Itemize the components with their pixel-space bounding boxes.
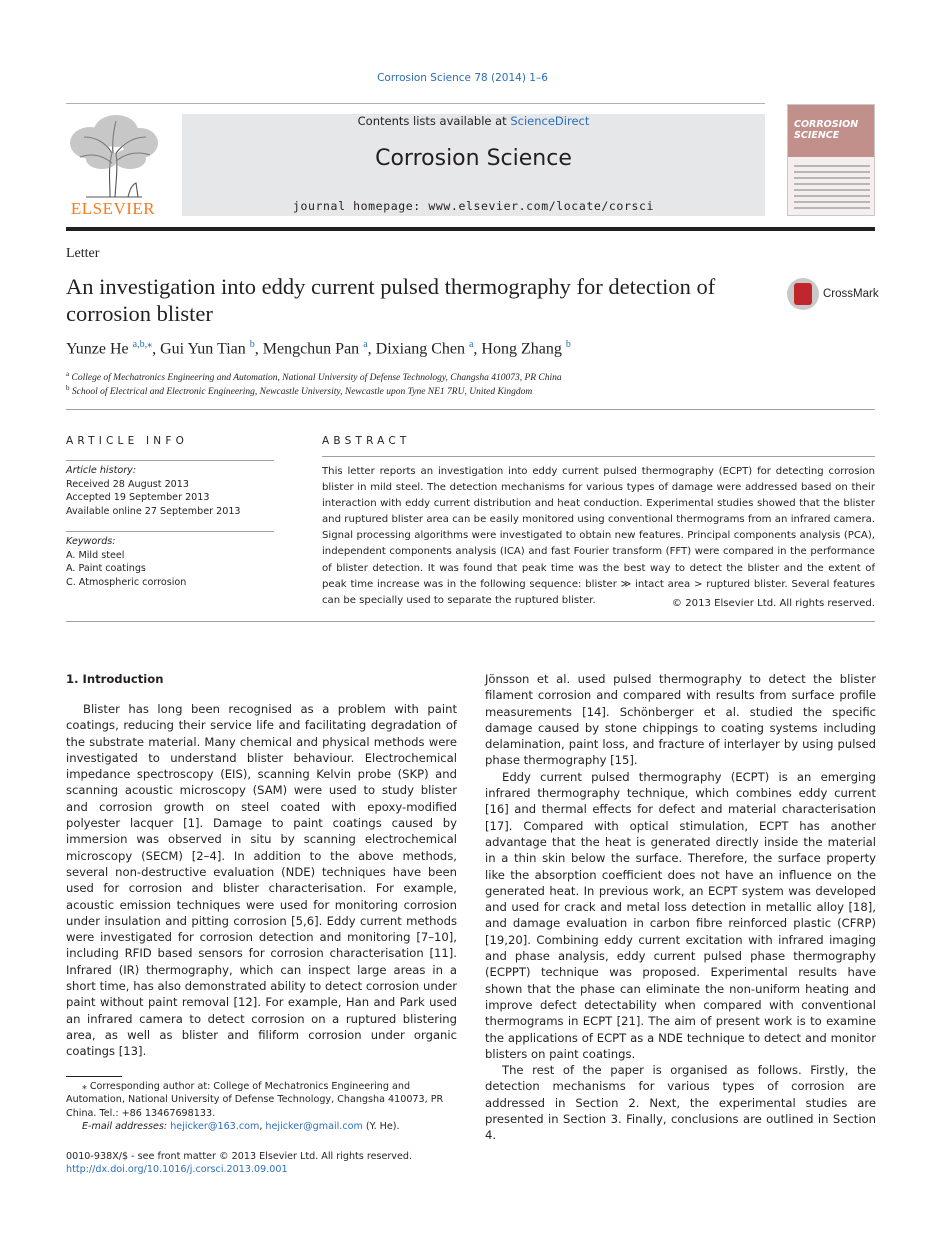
- section-divider: [66, 621, 875, 622]
- author-affiliation-mark[interactable]: b: [565, 339, 571, 350]
- front-matter-notes: [66, 1150, 412, 1177]
- journal-banner: [182, 114, 765, 216]
- history-online: Available online 27 September 2013: [66, 505, 241, 517]
- header-rule: [66, 103, 765, 104]
- crossmark-badge[interactable]: [787, 278, 877, 312]
- article-title: An investigation into eddy current pulsed thermography for detection of corrosion blister: [66, 274, 716, 326]
- email-link[interactable]: hejicker@163.com: [170, 1120, 260, 1132]
- introduction-heading: 1. Introduction: [66, 672, 164, 686]
- journal-title: Corrosion Science: [375, 146, 572, 171]
- keyword: A. Paint coatings: [66, 563, 146, 574]
- doi-link[interactable]: http://dx.doi.org/10.1016/j.corsci.2013.09.001: [66, 1164, 288, 1176]
- affiliation-a: $^a$ College of Mechatronics Engineering and Automation, National University of Defense Technology, Changsha 410073, PR China: [66, 370, 562, 384]
- body-paragraph: Blister has long been recognised as a problem with paint coatings, reducing their service life and facilitating degradation of the substrate material. Many chemical and physical methods were investigated to understand blister behaviour. Electrochemical impedance spectroscopy (EIS), scanning Kelvin probe (SKP) and scanning acoustic microscopy (SAM) were used to study blister and corrosion growth on steel coated with epoxy-modified polyester lacquer [1]. Damage to paint coatings caused by immersion was observed in situ by scanning electrochemical microscopy (SECM) [2–4]. In addition to the above methods, several non-destructive evaluation (NDE) techniques have been used for corrosion and blister characterisation. For example, acoustic emission techniques were used for monitoring corrosion under insulation and pitting corrosion [5,6]. Eddy current methods were investigated for corrosion detection and monitoring [7–10], including RFID based sensors for corrosion characterisation [11]. Infrared (IR) thermography, which can inspect large areas in a short time, has also demonstrated ability to detect corrosion under paint without paint removal [12]. For example, Han and Park used an infrared camera to detect corrosion on a ruptured blistering area, as well as blister and filiform corrosion under organic coatings [13].: [66, 702, 457, 1059]
- contents-line: [182, 114, 765, 128]
- body-column-right: [485, 671, 876, 1144]
- abstract-text: This letter reports an investigation into eddy current pulsed thermography (ECPT) for detecting corrosion blister in mild steel. The detection mechanisms for various types of damage were addressed based on their interaction with eddy current distribution and heat conduction. Experimental studies showed that the blister and ruptured blister area can be easily monitored using conventional thermograms from an infrared camera. Signal processing algorithms were investigated to obtain new features. Principal components analysis (PCA), independent components analysis (ICA) and fast Fourier transform (FFT) were compared in the performance of blister detection. It was found that peak time was the best way to detect the blister and the extent of peak time increase was in the following sequence: blister ≫ intact area > ruptured blister. Several features can be specially used to separate the ruptured blister.: [322, 466, 875, 606]
- article-history: [66, 464, 276, 518]
- history-received: Received 28 August 2013: [66, 478, 189, 490]
- article-info-heading: ARTICLE INFO: [66, 435, 189, 447]
- abstract-copyright: © 2013 Elsevier Ltd. All rights reserved.: [671, 598, 875, 609]
- abstract-heading: ABSTRACT: [322, 435, 411, 447]
- cover-title: CORROSION SCIENCE: [794, 119, 859, 141]
- author-affiliation-mark[interactable]: a,b,⁎: [132, 339, 153, 350]
- history-label: Article history:: [66, 465, 137, 476]
- author-name[interactable]: Hong Zhang: [481, 340, 562, 358]
- author-name[interactable]: Yunze He: [66, 340, 129, 358]
- history-accepted: Accepted 19 September 2013: [66, 492, 210, 503]
- section-divider: [66, 409, 875, 410]
- author-affiliation-mark[interactable]: a: [363, 339, 368, 350]
- keywords: [66, 535, 276, 589]
- author-affiliation-mark[interactable]: b: [249, 339, 255, 350]
- author-name[interactable]: Dixiang Chen: [375, 340, 465, 358]
- elsevier-wordmark: ELSEVIER: [70, 199, 156, 218]
- header-thick-rule: [66, 227, 875, 231]
- keyword: A. Mild steel: [66, 549, 125, 561]
- crossmark-icon: [787, 278, 819, 310]
- body-column-left: [66, 701, 457, 1060]
- author-name[interactable]: Gui Yun Tian: [160, 340, 246, 358]
- footnote-rule: [66, 1076, 122, 1077]
- author-affiliation-mark[interactable]: a: [468, 339, 474, 350]
- info-rule: [66, 531, 274, 532]
- sciencedirect-link[interactable]: ScienceDirect: [510, 114, 590, 128]
- info-rule: [66, 460, 274, 461]
- body-paragraph: Jönsson et al. used pulsed thermography to detect the blister filament corrosion and compared with results from surface profile measurements [14]. Schönberger et al. studied the specific damage caused by stone chippings to coating systems including delamination, paint loss, and fracture of interlayer by using pulsed phase thermography [15].: [485, 672, 876, 768]
- body-paragraph: Eddy current pulsed thermography (ECPT) is an emerging infrared thermography technique, which combines eddy current [16] and thermal effects for defect and material characterisation [17]. Compared with optical stimulation, ECPT has another advantage that the heat is generated directly inside the material in a thin skin below the surface. Therefore, the surface property like the absorption coefficient does not have an influence on the generated heat. In previous work, an ECPT system was developed and used for crack and metal loss detection in metallic alloy [18], and damage evaluation in carbon fibre reinforced plastic (CFRP) [19,20]. Combining eddy current excitation with infrared imaging and phase analysis, eddy current pulsed phase thermography (ECPPT) technique was proposed. Experimental results have shown that the phase can eliminate the non-uniform heating and improve defect detectability when compared with conventional thermograms in ECPT [21]. The aim of present work is to examine the applications of ECPT as a NDE technique to detect and monitor blisters on paint coatings.: [485, 769, 876, 1061]
- keyword: C. Atmospheric corrosion: [66, 576, 187, 588]
- cover-contents: [794, 165, 870, 213]
- article-type: Letter: [66, 246, 100, 261]
- journal-homepage[interactable]: journal homepage: www.elsevier.com/locate/corsci: [292, 199, 655, 213]
- author-list: Yunze He $^{a,b,⁎}$, Gui Yun Tian $^b$, Mengchun Pan $^a$, Dixiang Chen $^a$, Hong Zhang $^b$: [66, 339, 571, 358]
- affiliation-b: $^b$ School of Electrical and Electronic Engineering, Newcastle University, Newcastle upon Tyne NE1 7RU, United Kingdom: [66, 384, 533, 398]
- email-addresses: E-mail addresses: hejicker@163.com, hejicker@gmail.com (Y. He).: [82, 1120, 400, 1132]
- issn-line: 0010-938X/$ - see front matter © 2013 Elsevier Ltd. All rights reserved.: [66, 1151, 413, 1162]
- author-name[interactable]: Mengchun Pan: [262, 340, 360, 358]
- footnote: [66, 1080, 457, 1133]
- journal-citation[interactable]: Corrosion Science 78 (2014) 1–6: [377, 72, 548, 84]
- journal-cover-thumbnail[interactable]: [787, 104, 875, 216]
- body-paragraph: The rest of the paper is organised as follows. Firstly, the detection mechanisms for various types of corrosion are addressed in Section 2. Next, the experimental studies are presented in Section 3. Finally, conclusions are outlined in Section 4.: [485, 1063, 876, 1143]
- contents-prefix: Contents lists available at: [357, 114, 511, 128]
- keywords-label: Keywords:: [66, 536, 116, 547]
- abstract-rule: [322, 456, 875, 457]
- crossmark-label: CrossMark: [823, 288, 879, 300]
- corresponding-author-note: ⁎ Corresponding author at: College of Mechatronics Engineering and Automation, National University of Defense Technology, Changsha 410073, PR China. Tel.: +86 13467698133.: [66, 1081, 444, 1119]
- email-link[interactable]: hejicker@gmail.com: [265, 1120, 363, 1132]
